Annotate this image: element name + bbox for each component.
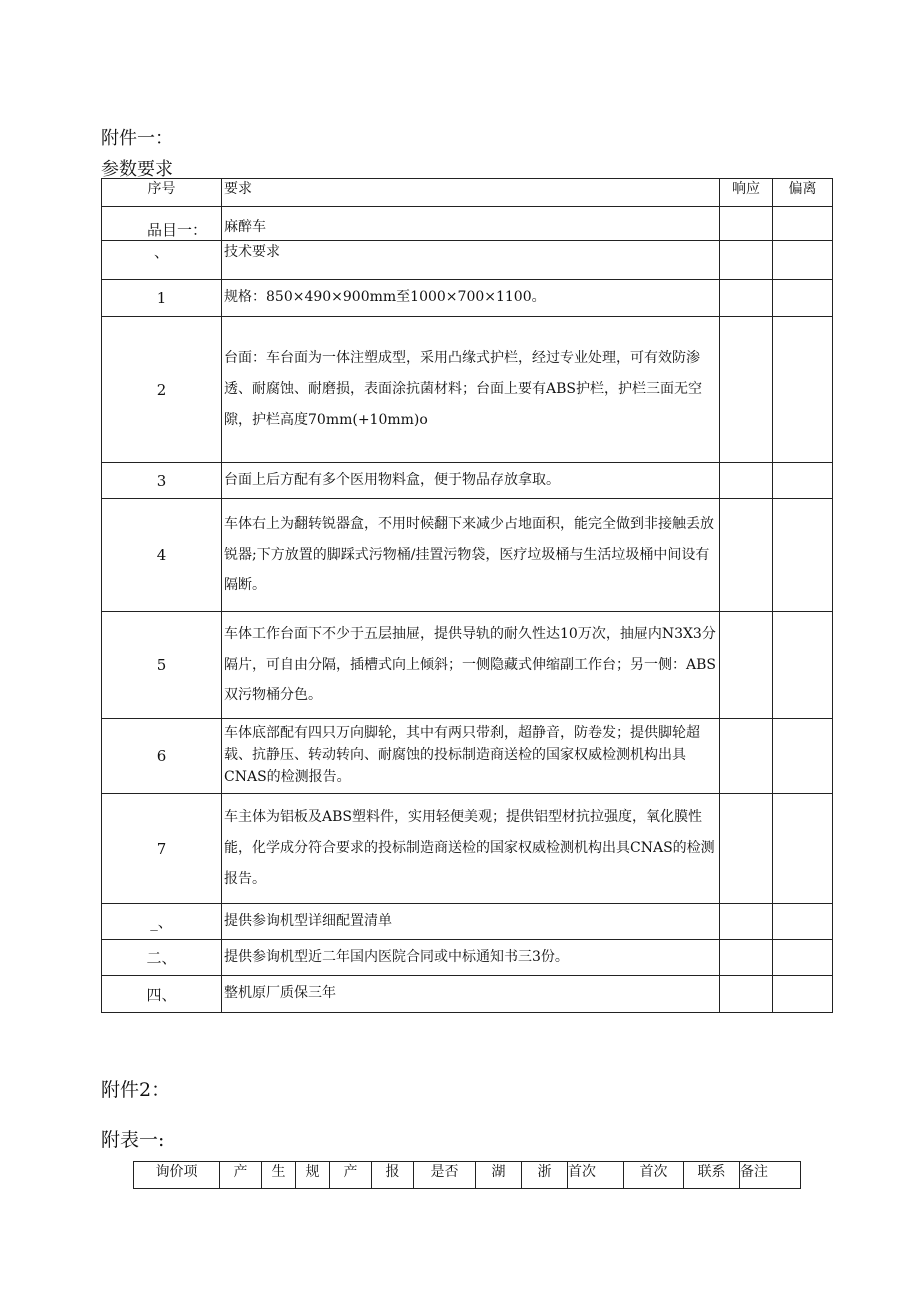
- row-req: 车体工作台面下不少于五层抽屉，提供导轨的耐久性达10万次，抽屉内N3X3分隔片，可自由分隔，插槽式向上倾斜；一侧隐藏式伸缩副工作台；另一侧：ABS双污物桶分色。: [222, 612, 720, 719]
- table-row: [102, 904, 833, 940]
- row-req: 麻醉车: [222, 207, 720, 241]
- inquiry-header-cell: 首次: [624, 1162, 684, 1189]
- row-no: 二、: [102, 940, 222, 976]
- row-no: 6: [102, 719, 222, 794]
- attachment2-subtitle: 附表一:: [101, 1129, 165, 1151]
- row-no: 1: [102, 280, 222, 317]
- inquiry-header-cell: 首次: [568, 1162, 624, 1189]
- row-no: _、: [102, 904, 222, 940]
- row-no: 四、: [102, 976, 222, 1013]
- table-row: [102, 207, 833, 241]
- inquiry-header-cell: 浙: [522, 1162, 568, 1189]
- inquiry-table: [133, 1161, 801, 1189]
- parameter-table: [101, 178, 833, 1013]
- row-deviation-cell: [773, 794, 833, 904]
- row-response-cell: [720, 794, 773, 904]
- row-deviation-cell: [773, 940, 833, 976]
- row-response-cell: [720, 207, 773, 241]
- row-req: 规格：850×490×900mm至1000×700×1100。: [222, 280, 720, 317]
- row-req: 车主体为铝板及ABS塑料件，实用轻便美观；提供铝型材抗拉强度，氧化膜性能，化学成分符合要求的投标制造商送检的国家权威检测机构出具CNAS的检测报告。: [222, 794, 720, 904]
- row-response-cell: [720, 976, 773, 1013]
- header-deviation: 偏离: [773, 179, 833, 207]
- row-response-cell: [720, 612, 773, 719]
- row-response-cell: [720, 463, 773, 499]
- row-req: 台面：车台面为一体注塑成型，采用凸缘式护栏，经过专业处理，可有效防渗透、耐腐蚀、耐磨损，表面涂抗菌材料；台面上要有ABS护栏，护栏三面无空隙，护栏高度70mm(+10mm)o: [222, 317, 720, 463]
- row-response-cell: [720, 940, 773, 976]
- row-no: 4: [102, 499, 222, 612]
- row-req: 提供参询机型详细配置清单: [222, 904, 720, 940]
- table-row: [102, 463, 833, 499]
- row-deviation-cell: [773, 719, 833, 794]
- inquiry-header-cell: 询价项: [134, 1162, 220, 1189]
- row-deviation-cell: [773, 904, 833, 940]
- row-deviation-cell: [773, 241, 833, 280]
- header-response: 响应: [720, 179, 773, 207]
- row-no: 2: [102, 317, 222, 463]
- inquiry-header-cell: 是否: [414, 1162, 476, 1189]
- inquiry-header-cell: 备注: [740, 1162, 801, 1189]
- header-no: 序号: [102, 179, 222, 207]
- table-row: [102, 794, 833, 904]
- table-row: [102, 940, 833, 976]
- attachment1-title: 附件一：: [101, 128, 173, 149]
- inquiry-header-cell: 规: [296, 1162, 330, 1189]
- row-response-cell: [720, 904, 773, 940]
- table-row: [102, 499, 833, 612]
- attachment1-subtitle: 参数要求: [101, 159, 173, 180]
- header-req: 要求: [222, 179, 720, 207]
- inquiry-header-cell: 湖: [476, 1162, 522, 1189]
- row-response-cell: [720, 317, 773, 463]
- row-no: 7: [102, 794, 222, 904]
- table-row: [102, 317, 833, 463]
- inquiry-header-cell: 产: [220, 1162, 262, 1189]
- table-header-row: [102, 179, 833, 207]
- row-response-cell: [720, 499, 773, 612]
- inquiry-header-cell: 联系: [684, 1162, 740, 1189]
- row-req: 车体右上为翻转锐器盒，不用时候翻下来减少占地面积，能完全做到非接触丢放锐器;下方放置的脚踩式污物桶/挂置污物袋，医疗垃圾桶与生活垃圾桶中间设有隔断。: [222, 499, 720, 612]
- inquiry-header-row: [134, 1162, 801, 1189]
- row-deviation-cell: [773, 612, 833, 719]
- table-row: [102, 612, 833, 719]
- row-deviation-cell: [773, 280, 833, 317]
- row-no: 3: [102, 463, 222, 499]
- row-no: 5: [102, 612, 222, 719]
- row-req: 台面上后方配有多个医用物料盒，便于物品存放拿取。: [222, 463, 720, 499]
- row-deviation-cell: [773, 207, 833, 241]
- row-deviation-cell: [773, 976, 833, 1013]
- row-response-cell: [720, 241, 773, 280]
- row-response-cell: [720, 719, 773, 794]
- row-response-cell: [720, 280, 773, 317]
- table-row: [102, 719, 833, 794]
- row-deviation-cell: [773, 463, 833, 499]
- table-row: [102, 241, 833, 280]
- row-deviation-cell: [773, 317, 833, 463]
- row-req: 车体底部配有四只万向脚轮，其中有两只带刹，超静音，防卷发；提供脚轮超载、抗静压、转动转向、耐腐蚀的投标制造商送检的国家权威检测机构出具CNAS的检测报告。: [222, 719, 720, 794]
- row-req: 技术要求: [222, 241, 720, 280]
- table-row: [102, 976, 833, 1013]
- table-row: [102, 280, 833, 317]
- row-no: 、: [102, 241, 222, 280]
- attachment2-title: 附件2：: [101, 1079, 171, 1101]
- row-deviation-cell: [773, 499, 833, 612]
- row-no: 品目一：: [102, 207, 222, 241]
- row-req: 整机原厂质保三年: [222, 976, 720, 1013]
- inquiry-header-cell: 报: [372, 1162, 414, 1189]
- inquiry-header-cell: 产: [330, 1162, 372, 1189]
- row-req: 提供参询机型近二年国内医院合同或中标通知书三3份。: [222, 940, 720, 976]
- inquiry-header-cell: 生: [262, 1162, 296, 1189]
